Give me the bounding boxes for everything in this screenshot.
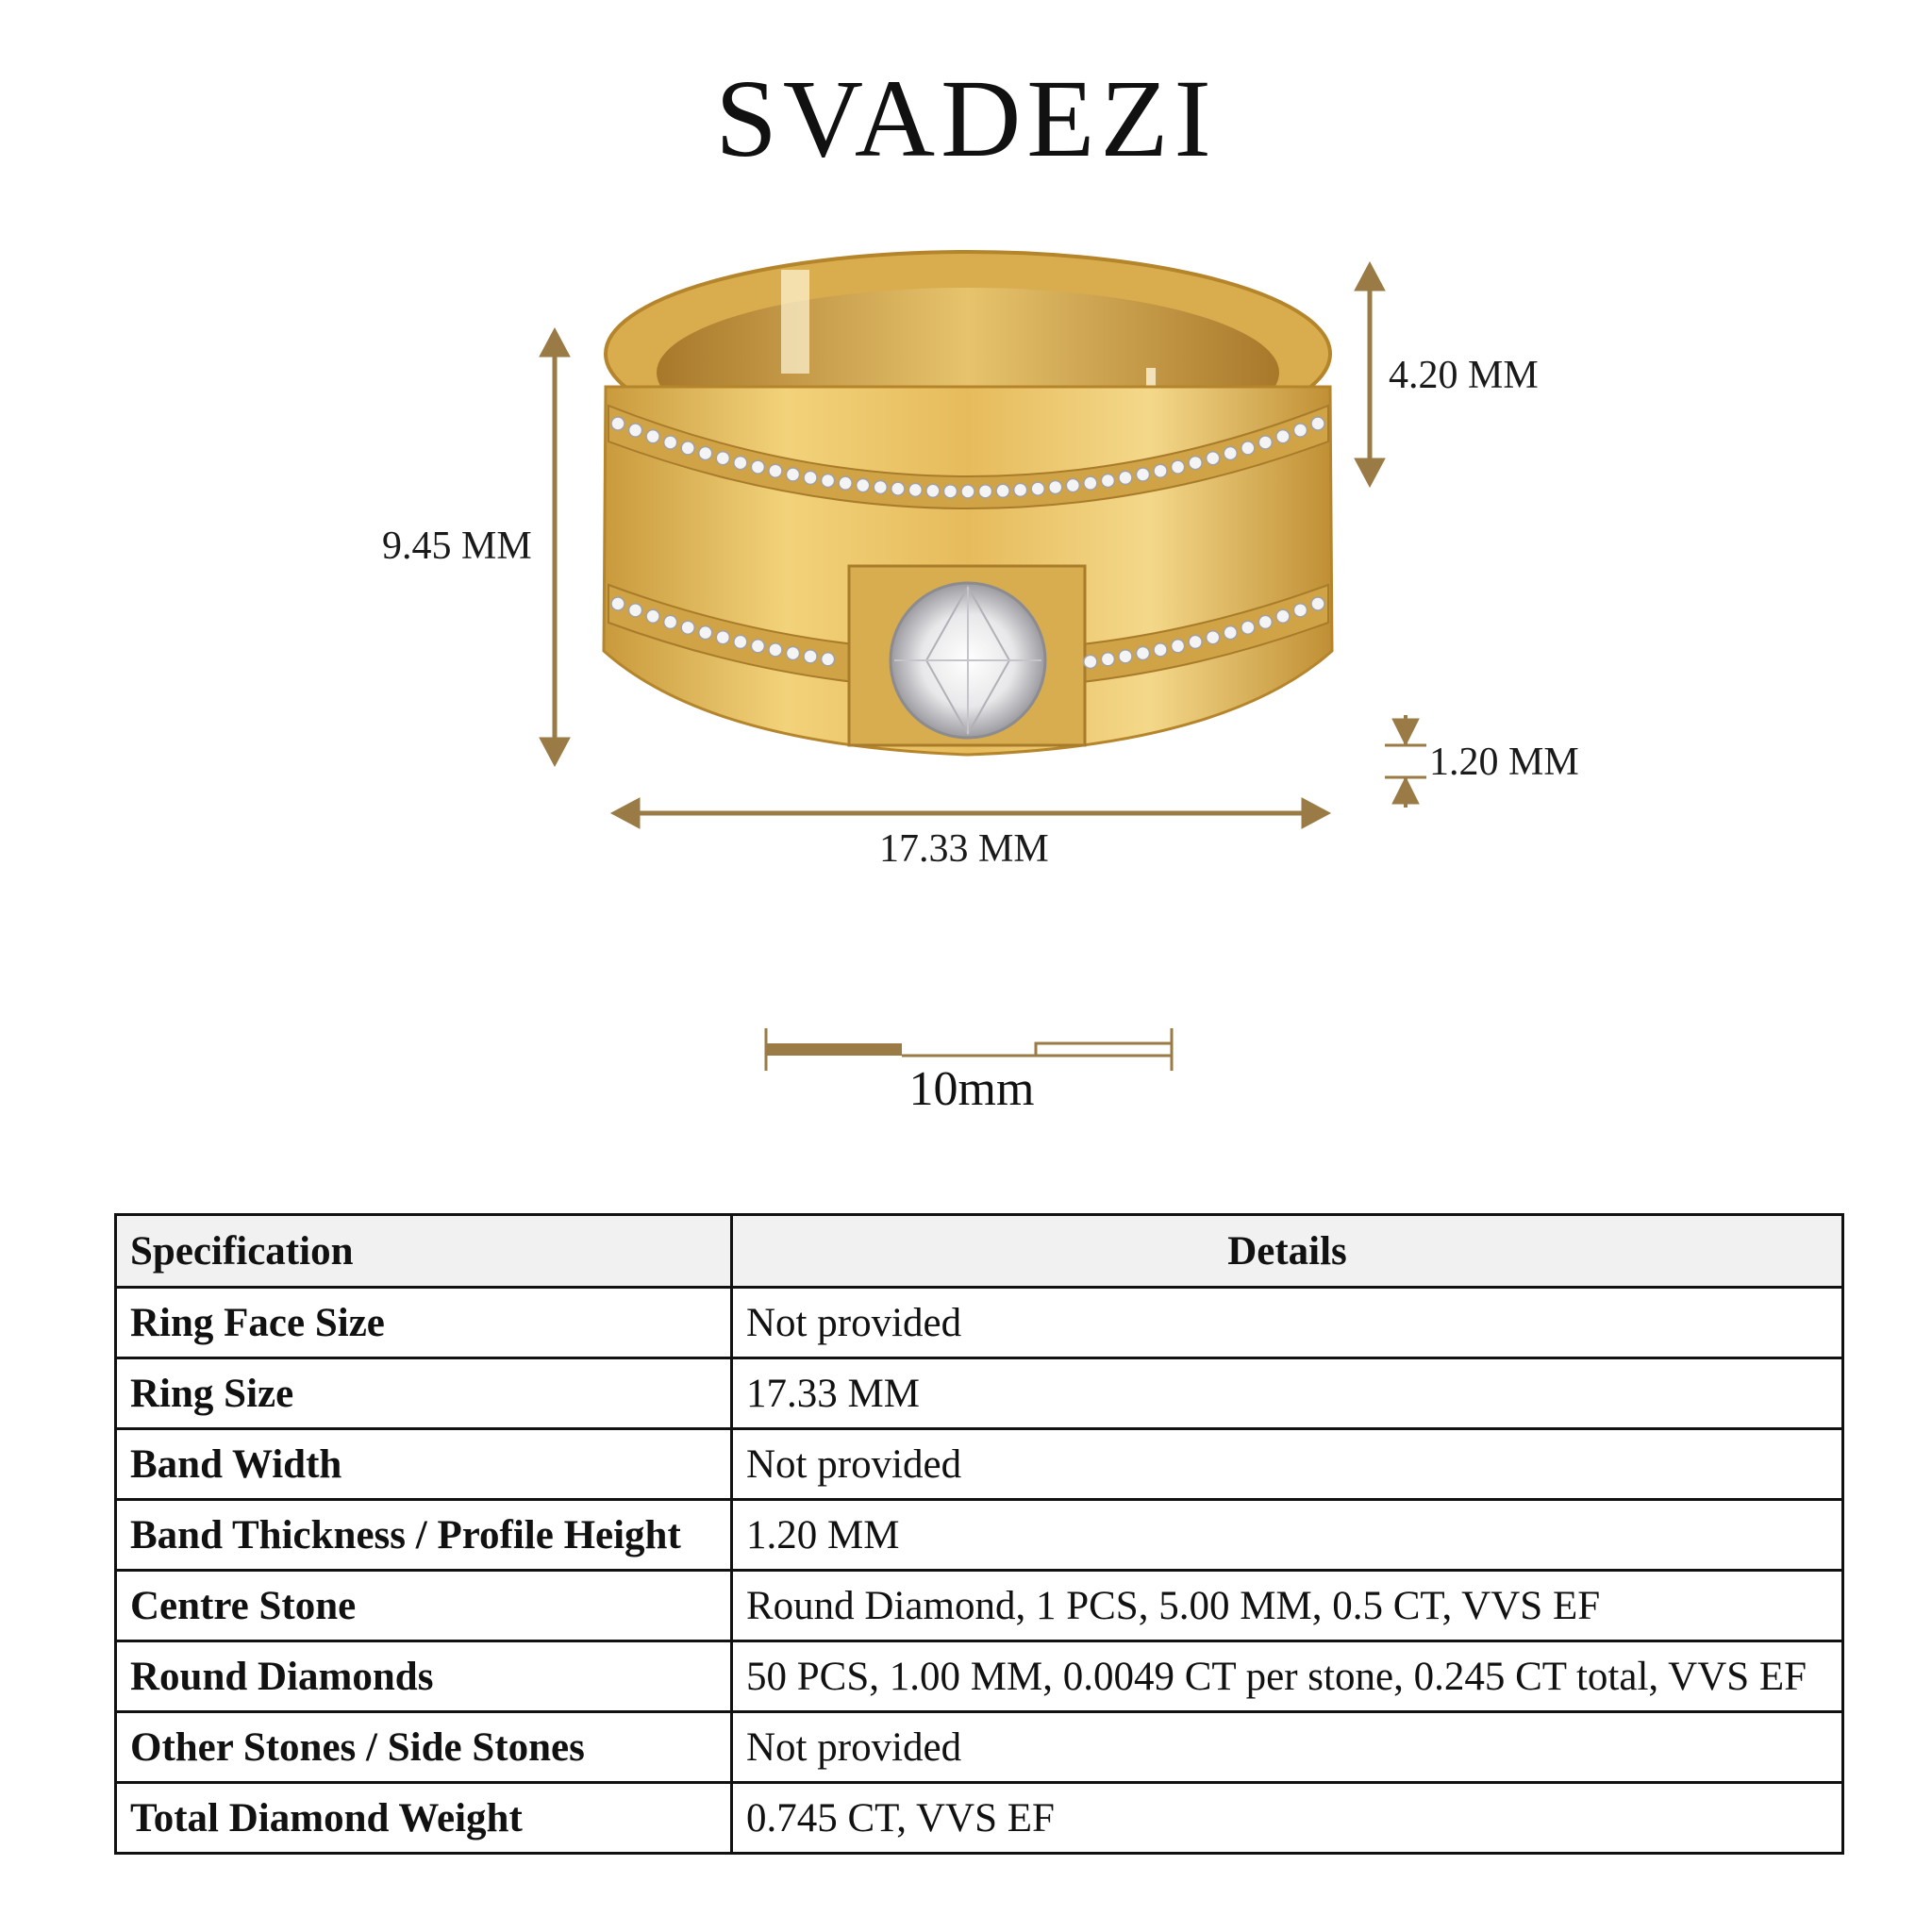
pave-stone bbox=[839, 476, 852, 490]
pave-stone bbox=[1241, 621, 1255, 634]
pave-stone bbox=[804, 650, 817, 663]
pave-stone bbox=[787, 647, 800, 660]
pave-stone bbox=[804, 471, 817, 484]
pave-stone bbox=[961, 485, 974, 498]
pave-stone bbox=[1031, 482, 1044, 495]
pave-stone bbox=[1276, 609, 1290, 623]
pave-stone bbox=[1084, 655, 1097, 668]
pave-stone bbox=[1154, 464, 1167, 477]
pave-stone bbox=[1101, 653, 1114, 666]
pave-stone bbox=[681, 621, 694, 634]
pave-stone bbox=[1189, 635, 1202, 648]
table-row bbox=[116, 1358, 1843, 1429]
pave-stone bbox=[681, 441, 694, 455]
pave-stone bbox=[646, 609, 659, 623]
row-label: Other Stones / Side Stones bbox=[116, 1712, 732, 1783]
pave-stone bbox=[1172, 460, 1185, 474]
row-value: 0.745 CT, VVS EF bbox=[732, 1783, 1843, 1854]
specification-table bbox=[114, 1213, 1844, 1855]
pave-stone bbox=[926, 484, 940, 497]
pave-stone bbox=[1293, 424, 1307, 437]
pave-stone bbox=[769, 464, 782, 477]
pave-stone bbox=[857, 479, 870, 492]
row-value: Round Diamond, 1 PCS, 5.00 MM, 0.5 CT, VVS EF bbox=[732, 1571, 1843, 1641]
pave-stone bbox=[996, 484, 1009, 497]
pave-stone bbox=[629, 604, 642, 617]
row-label: Centre Stone bbox=[116, 1571, 732, 1641]
pave-stone bbox=[769, 643, 782, 657]
table-header-row bbox=[116, 1215, 1843, 1288]
pave-stone bbox=[1311, 597, 1324, 610]
pave-stone bbox=[664, 615, 677, 628]
row-value: Not provided bbox=[732, 1429, 1843, 1500]
dimension-label-height: 9.45 MM bbox=[382, 525, 532, 568]
header-specification: Specification bbox=[116, 1215, 732, 1288]
pave-stone bbox=[1258, 436, 1272, 449]
dimension-label-length: 17.33 MM bbox=[879, 827, 1049, 871]
dimension-label-thickness: 1.20 MM bbox=[1429, 741, 1579, 784]
pave-stone bbox=[734, 457, 747, 470]
pave-stone bbox=[1258, 615, 1272, 628]
table-row bbox=[116, 1429, 1843, 1500]
row-label: Ring Size bbox=[116, 1358, 732, 1429]
pave-stone bbox=[716, 631, 729, 644]
dimension-label-top-width: 4.20 MM bbox=[1389, 354, 1539, 397]
pave-stone bbox=[1154, 643, 1167, 657]
scale-bar-label: 10mm bbox=[908, 1062, 1035, 1116]
row-label: Total Diamond Weight bbox=[116, 1783, 732, 1854]
pave-stone bbox=[734, 635, 747, 648]
ring-body bbox=[604, 252, 1332, 755]
pave-stone bbox=[1084, 476, 1097, 490]
pave-stone bbox=[1049, 481, 1062, 494]
row-label: Band Width bbox=[116, 1429, 732, 1500]
pave-stone bbox=[699, 626, 712, 640]
pave-stone bbox=[1207, 452, 1220, 465]
pave-stone bbox=[1137, 468, 1150, 481]
pave-stone bbox=[1207, 631, 1220, 644]
row-value: 1.20 MM bbox=[732, 1500, 1843, 1571]
table-row bbox=[116, 1783, 1843, 1854]
row-value: Not provided bbox=[732, 1288, 1843, 1358]
pave-stone bbox=[1276, 430, 1290, 443]
pave-stone bbox=[943, 485, 957, 498]
row-label: Ring Face Size bbox=[116, 1288, 732, 1358]
pave-stone bbox=[646, 430, 659, 443]
row-label: Round Diamonds bbox=[116, 1641, 732, 1712]
pave-stone bbox=[1224, 626, 1237, 640]
pave-stone bbox=[874, 481, 887, 494]
pave-stone bbox=[1241, 441, 1255, 455]
row-label: Band Thickness / Profile Height bbox=[116, 1500, 732, 1571]
pave-stone bbox=[1014, 483, 1027, 496]
pave-stone bbox=[1224, 447, 1237, 460]
row-value: Not provided bbox=[732, 1712, 1843, 1783]
row-value: 17.33 MM bbox=[732, 1358, 1843, 1429]
table-row bbox=[116, 1571, 1843, 1641]
pave-stone bbox=[611, 597, 625, 610]
pave-stone bbox=[1189, 457, 1202, 470]
pave-stone bbox=[891, 482, 905, 495]
table-row bbox=[116, 1712, 1843, 1783]
row-value: 50 PCS, 1.00 MM, 0.0049 CT per stone, 0.245 CT total, VVS EF bbox=[732, 1641, 1843, 1712]
header-details: Details bbox=[732, 1215, 1843, 1288]
pave-stone bbox=[699, 447, 712, 460]
pave-stone bbox=[1066, 479, 1079, 492]
pave-stone bbox=[1137, 647, 1150, 660]
pave-stone bbox=[822, 474, 835, 487]
brand-logo-text: SVADEZI bbox=[715, 57, 1217, 180]
pave-stone bbox=[751, 460, 764, 474]
table-row bbox=[116, 1641, 1843, 1712]
pave-stone bbox=[979, 485, 992, 498]
pave-stone bbox=[1311, 417, 1324, 430]
pave-stone bbox=[908, 483, 922, 496]
pave-stone bbox=[716, 452, 729, 465]
pave-stone bbox=[1101, 474, 1114, 487]
pave-stone bbox=[751, 640, 764, 653]
pave-stone bbox=[787, 468, 800, 481]
table-row bbox=[116, 1500, 1843, 1571]
pave-stone bbox=[1119, 471, 1132, 484]
table-row bbox=[116, 1288, 1843, 1358]
pave-stone bbox=[611, 417, 625, 430]
pave-stone bbox=[1172, 640, 1185, 653]
pave-stone bbox=[1119, 650, 1132, 663]
pave-stone bbox=[629, 424, 642, 437]
pave-stone bbox=[664, 436, 677, 449]
pave-stone bbox=[1293, 604, 1307, 617]
pave-stone bbox=[822, 653, 835, 666]
